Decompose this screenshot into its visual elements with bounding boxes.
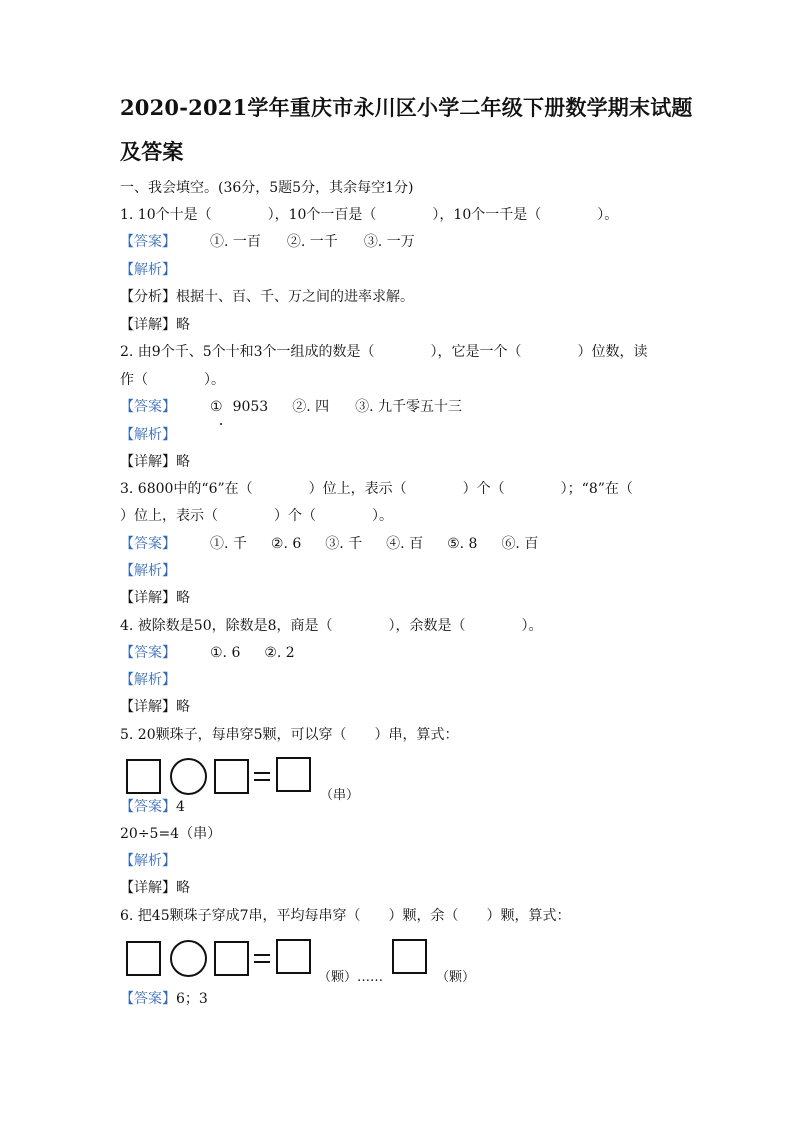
detail-label: 【详解】 <box>120 880 176 896</box>
answer-label: 【答案】 <box>120 234 176 250</box>
detail-label: 【详解】 <box>120 699 176 715</box>
question-2-line-1: 2. 由9个千、5个十和3个一组成的数是（ ），它是一个（ ）位数，读 <box>120 344 648 360</box>
q5-answer: 4 <box>176 799 185 815</box>
detail-label: 【详解】 <box>120 590 176 606</box>
detail-label: 【详解】 <box>120 317 176 333</box>
q2-detail-text: 略 <box>176 454 190 470</box>
q5-detail-text: 略 <box>176 880 190 896</box>
q1-answer-2: ②. 一千 <box>286 234 338 250</box>
q6-unit-2: （颗） <box>436 970 476 985</box>
question-3-line-2: ）位上，表示（ ）个（ ）。 <box>120 508 393 524</box>
q2-detail-row <box>120 452 680 472</box>
q1-fenxi-text: 根据十、百、千、万之间的进率求解。 <box>176 289 414 305</box>
q2-answer-1-marker: ① <box>210 399 223 415</box>
title-line-1: 2020-2021学年重庆市永川区小学二年级下册数学期末试题 <box>120 95 693 120</box>
fenxi-label: 【分析】 <box>120 289 176 305</box>
q1-fenxi-row <box>120 287 680 307</box>
question-3-line-1: 3. 6800中的“6”在（ ）位上，表示（ ）个（ ）；“8”在（ <box>120 481 633 497</box>
operator-circle <box>170 758 207 795</box>
q2-answer-1-value: 9053 <box>232 399 269 415</box>
q4-detail-text: 略 <box>176 699 190 715</box>
blank-box <box>214 759 249 794</box>
q6-equation-boxes <box>126 939 486 985</box>
q5-detail-row <box>120 878 680 898</box>
q3-analysis-label: 【解析】 <box>120 563 176 579</box>
q2-answer-row <box>120 397 680 417</box>
blank-box <box>126 759 161 794</box>
question-5: 5. 20颗珠子，每串穿5颗，可以穿（ ）串，算式： <box>120 727 459 743</box>
answer-label: 【答案】 <box>120 645 176 661</box>
blank-box <box>214 941 249 976</box>
section-heading: 一、我会填空。(36分，5题5分，其余每空1分) <box>120 180 414 196</box>
answer-label: 【答案】 <box>120 799 176 815</box>
q3-answer-6: ⑥. 百 <box>501 536 539 552</box>
q6-answer: 6；3 <box>176 991 208 1007</box>
question-2-line-2: 作（ ）。 <box>120 372 225 388</box>
q3-detail-text: 略 <box>176 590 190 606</box>
operator-circle <box>170 940 207 977</box>
q5-work: 20÷5=4（串） <box>120 826 222 842</box>
q1-detail-row <box>120 315 680 335</box>
question-4: 4. 被除数是50，除数是8，商是（ ），余数是（ ）。 <box>120 618 543 634</box>
q4-answer-1: ①. 6 <box>210 645 241 661</box>
q3-detail-row <box>120 588 680 608</box>
q1-answer-3: ③. 一万 <box>363 234 415 250</box>
answer-label: 【答案】 <box>120 991 176 1007</box>
q4-answer-row <box>120 643 680 663</box>
q3-answer-5: ⑤. 8 <box>447 536 478 552</box>
q4-detail-row <box>120 697 680 717</box>
q5-equation-boxes <box>126 757 386 803</box>
blank-box <box>276 757 311 792</box>
detail-label: 【详解】 <box>120 454 176 470</box>
q5-answer-row <box>120 797 680 817</box>
q2-answer-2: ②. 四 <box>292 399 330 415</box>
q2-answer-3: ③. 九千零五十三 <box>355 399 463 415</box>
q1-answer-row <box>120 232 680 252</box>
q3-answer-4: ④. 百 <box>386 536 424 552</box>
q3-answer-1: ①. 千 <box>210 536 247 552</box>
title-line-2: 及答案 <box>120 139 184 164</box>
question-6: 6. 把45颗珠子穿成7串，平均每串穿（ ）颗，余（ ）颗，算式： <box>120 908 571 924</box>
q3-answer-2: ②. 6 <box>270 536 302 552</box>
q4-analysis-label: 【解析】 <box>120 672 176 688</box>
q3-answer-3: ③. 千 <box>325 536 363 552</box>
blank-box <box>392 939 427 974</box>
q4-answer-2: ②. 2 <box>264 645 295 661</box>
q5-analysis-label: 【解析】 <box>120 853 176 869</box>
q1-detail-text: 略 <box>176 317 190 333</box>
equals-sign <box>254 953 270 964</box>
q6-unit-1: （颗）…… <box>318 970 384 985</box>
blank-box <box>126 941 161 976</box>
q3-answer-row <box>120 534 680 554</box>
q5-unit: （串） <box>320 788 360 803</box>
answer-label: 【答案】 <box>120 399 176 415</box>
q6-answer-row <box>120 989 680 1009</box>
question-1: 1. 10个十是（ ），10个一百是（ ），10个一千是（ ）。 <box>120 207 619 223</box>
equals-sign <box>254 771 270 782</box>
q2-analysis-label: 【解析】 <box>120 427 176 443</box>
answer-label: 【答案】 <box>120 536 176 552</box>
q1-answer-1: ①. 一百 <box>210 234 261 250</box>
q1-analysis-label: 【解析】 <box>120 262 176 278</box>
blank-box <box>276 939 311 974</box>
